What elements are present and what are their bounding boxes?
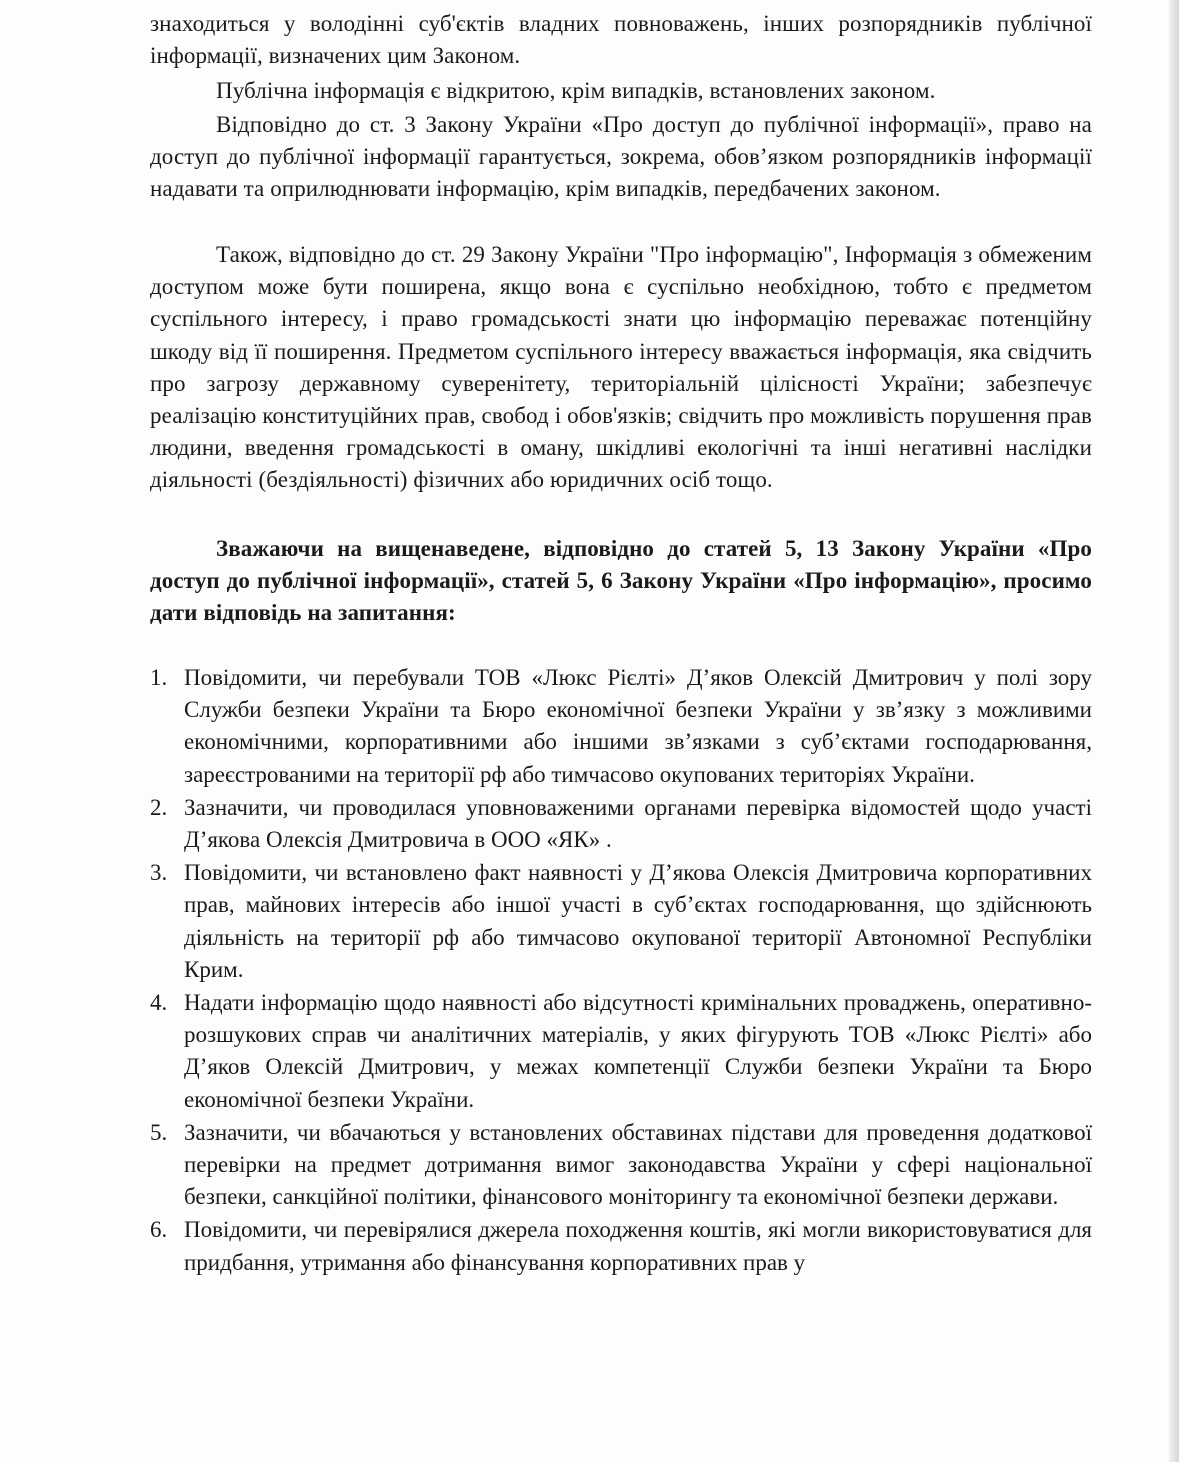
list-item bbox=[150, 792, 1092, 856]
paragraph-text-bold: Зважаючи на вищенаведене, відповідно до статей 5, 13 Закону України «Про доступ до публічної інформації», статей 5, 6 Закону України «Про інформацію», просимо дати відповідь на запитання: bbox=[150, 536, 1092, 626]
paragraph-continuation bbox=[150, 8, 1092, 72]
list-item-number: 1. bbox=[150, 665, 168, 690]
list-item-number: 4. bbox=[150, 990, 168, 1016]
paragraph-public-info-open bbox=[150, 75, 1092, 107]
list-item bbox=[150, 987, 1092, 1116]
list-item-text: Повідомити, чи встановлено факт наявності у Д’якова Олексія Дмитровича корпоративних прав, майнових інтересів або іншої участі в суб’єктах господарювання, що здійснюють діяльність на території рф або тимчасово окупованої території Автономної Республіки Крим. bbox=[184, 860, 1092, 982]
list-item bbox=[150, 857, 1092, 986]
list-item-number: 3. bbox=[150, 860, 168, 886]
list-item-number: 2. bbox=[150, 794, 168, 820]
list-item-text: Надати інформацію щодо наявності або відсутності кримінальних проваджень, оперативно-розшукових справ чи аналітичних матеріалів, у яких фігурують ТОВ «Люкс Рієлті» або Д’яков Олексій Дмитрович, у межах компетенції Служби безпеки України та Бюро економічної безпеки України. bbox=[184, 990, 1092, 1112]
page-edge-shadow bbox=[1169, 0, 1179, 1462]
list-item bbox=[150, 662, 1092, 791]
list-item bbox=[150, 1117, 1092, 1214]
paragraph-text: Відповідно до ст. 3 Закону України «Про доступ до публічної інформації», право на доступ до публічної інформації гарантується, зокрема, обов’язком розпорядників інформації надавати та оприлюднювати інформацію, крім випадків, передбачених законом. bbox=[150, 112, 1092, 202]
list-item-text: Зазначити, чи вбачаються у встановлених обставинах підстави для проведення додаткової перевірки на предмет дотримання вимог законодавства України у сфері національної безпеки, санкційної політики, фінансового моніторингу та економічної безпеки держави. bbox=[184, 1119, 1092, 1210]
paragraph-text: знаходиться у володінні суб'єктів владних повноважень, інших розпорядників публічної інформації, визначених цим Законом. bbox=[150, 11, 1092, 69]
paragraph-article-3 bbox=[150, 109, 1092, 206]
list-item-number: 5. bbox=[150, 1119, 168, 1145]
questions-list bbox=[150, 662, 1092, 1280]
paragraph-text: Також, відповідно до ст. 29 Закону України "Про інформацію", Інформація з обмеженим доступом може бути поширена, якщо вона є суспільно необхідною, тобто є предметом суспільного інтересу, і право громадськості знати цю інформацію переважає потенційну шкоду від її поширення. Предметом суспільного інтересу вважається інформація, яка свідчить про загрозу державному суверенітету, територіальній цілісності України; забезпечує реалізацію конституційних прав, свобод і обов'язків; свідчить про можливість порушення прав людини, введення громадськості в оману, шкідливі екологічні та інші негативні наслідки діяльності (бездіяльності) фізичних або юридичних осіб тощо. bbox=[150, 242, 1092, 493]
paragraph-article-29 bbox=[150, 239, 1092, 497]
list-item-text: Повідомити, чи перевірялися джерела походження коштів, які могли використовуватися для придбання, утримання або фінансування корпоративних прав у bbox=[184, 1217, 1092, 1275]
paragraph-text: Публічна інформація є відкритою, крім випадків, встановлених законом. bbox=[216, 78, 936, 103]
list-item bbox=[150, 1214, 1092, 1278]
list-item-number: 6. bbox=[150, 1217, 168, 1243]
list-item-text: Зазначити, чи проводилася уповноваженими органами перевірка відомостей щодо участі Д’якова Олексія Дмитровича в ООО «ЯК» . bbox=[184, 794, 1092, 853]
list-item-text: Повідомити, чи перебували ТОВ «Люкс Рієлті» Д’яков Олексій Дмитрович у полі зору Служби безпеки України та Бюро економічної безпеки України у зв’язку з можливими економічними, корпоративними або іншими зв’язками з суб’єктами господарювання, зареєстрованими на території рф або тимчасово окупованих територіях України. bbox=[184, 665, 1092, 787]
paragraph-request-intro bbox=[150, 532, 1092, 630]
